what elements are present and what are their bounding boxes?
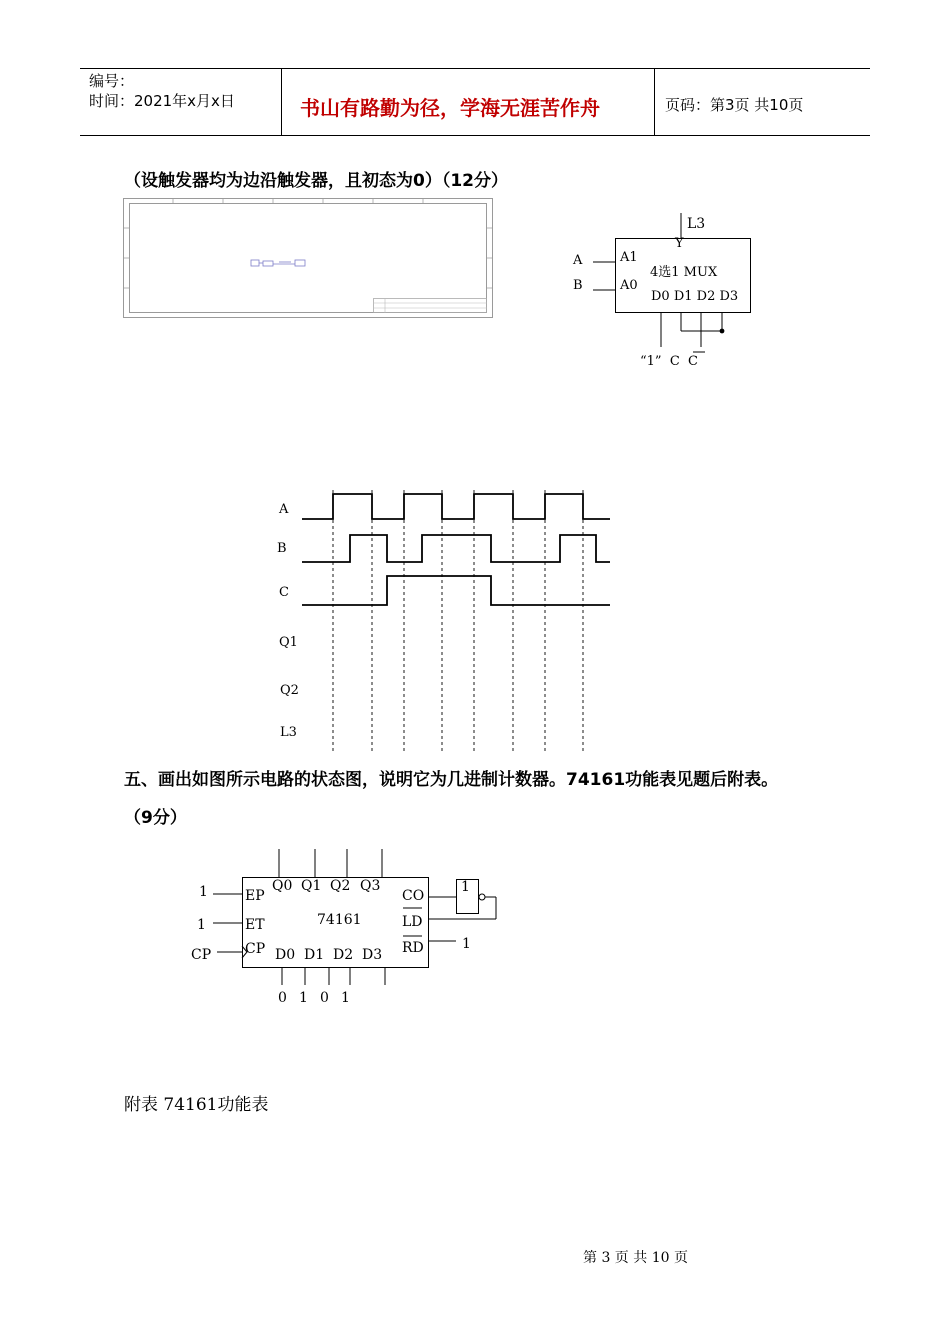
mux-title: 4选1 MUX: [650, 265, 718, 280]
d1-value: 1: [299, 990, 308, 1006]
inverter-bubble: [479, 894, 485, 900]
timing-diagram: [270, 485, 620, 760]
header-bottom-rule: [80, 135, 870, 136]
waveform-a: [302, 494, 610, 519]
d0-value: 0: [278, 990, 287, 1006]
pin-q3: Q3: [360, 878, 381, 894]
page-label: 页码：第3页 共10页: [665, 96, 804, 114]
pin-q1: Q1: [301, 878, 322, 894]
time-label: 时间：2021年x月x日: [89, 92, 235, 110]
pin-ep: EP: [245, 888, 265, 904]
et-value: 1: [197, 917, 206, 933]
pin-rd: RD: [402, 940, 424, 956]
d3-value: 1: [341, 990, 350, 1006]
pin-ld: LD: [402, 914, 423, 930]
mux-pin-a1: A1: [620, 250, 638, 265]
signal-label-q1: Q1: [279, 635, 298, 650]
waveform-c: [302, 576, 610, 605]
signal-label-c: C: [279, 585, 289, 600]
header-divider-left: [281, 68, 282, 136]
page-footer: 第 3 页 共 10 页: [583, 1250, 688, 1266]
pin-d1: D1: [304, 947, 325, 963]
pin-et: ET: [245, 917, 265, 933]
mux-pin-a0: A0: [620, 278, 638, 293]
appendix-label: 附表 74161功能表: [124, 1095, 269, 1115]
ep-value: 1: [199, 884, 208, 900]
d2-value: 0: [320, 990, 329, 1006]
signal-label-a: A: [279, 502, 289, 517]
mux-data-values: “1” C C: [640, 354, 698, 369]
motto: 书山有路勤为径，学海无涯苦作舟: [300, 96, 600, 120]
mux-output-top: L3: [687, 216, 706, 232]
counter-74161-diagram: [185, 845, 515, 1020]
chip-name: 74161: [317, 912, 362, 928]
signal-label-q2: Q2: [280, 683, 299, 698]
rd-value: 1: [462, 936, 471, 952]
serial-label: 编号：: [89, 72, 135, 90]
pin-d2: D2: [333, 947, 354, 963]
embedded-schematic-thumbnail: [123, 198, 493, 318]
junction-dot: [720, 329, 725, 334]
pin-d3: D3: [362, 947, 383, 963]
mux-diagram: [560, 205, 780, 375]
signal-label-l3: L3: [280, 725, 297, 740]
mux-input-a: A: [573, 253, 583, 268]
header-divider-right: [654, 68, 655, 136]
signal-label-b: B: [277, 541, 287, 556]
pin-cp: CP: [245, 941, 266, 957]
header-top-rule: [80, 68, 870, 69]
cp-input-label: CP: [191, 947, 212, 963]
inverter-label: 1: [461, 879, 470, 895]
question-four-note: （设触发器均为边沿触发器，且初态为0）（12分）: [124, 171, 508, 191]
pin-d0: D0: [275, 947, 296, 963]
mux-input-b: B: [573, 278, 583, 293]
waveform-b: [302, 535, 610, 562]
pin-q0: Q0: [272, 878, 293, 894]
pin-q2: Q2: [330, 878, 351, 894]
mux-data-inputs: D0 D1 D2 D3: [651, 289, 739, 304]
mux-output-pin: Y: [675, 236, 684, 251]
question-five-line2: （9分）: [124, 808, 187, 828]
question-five-line1: 五、画出如图所示电路的状态图，说明它为几进制计数器。74161功能表见题后附表。: [124, 770, 779, 790]
pin-co: CO: [402, 888, 425, 904]
